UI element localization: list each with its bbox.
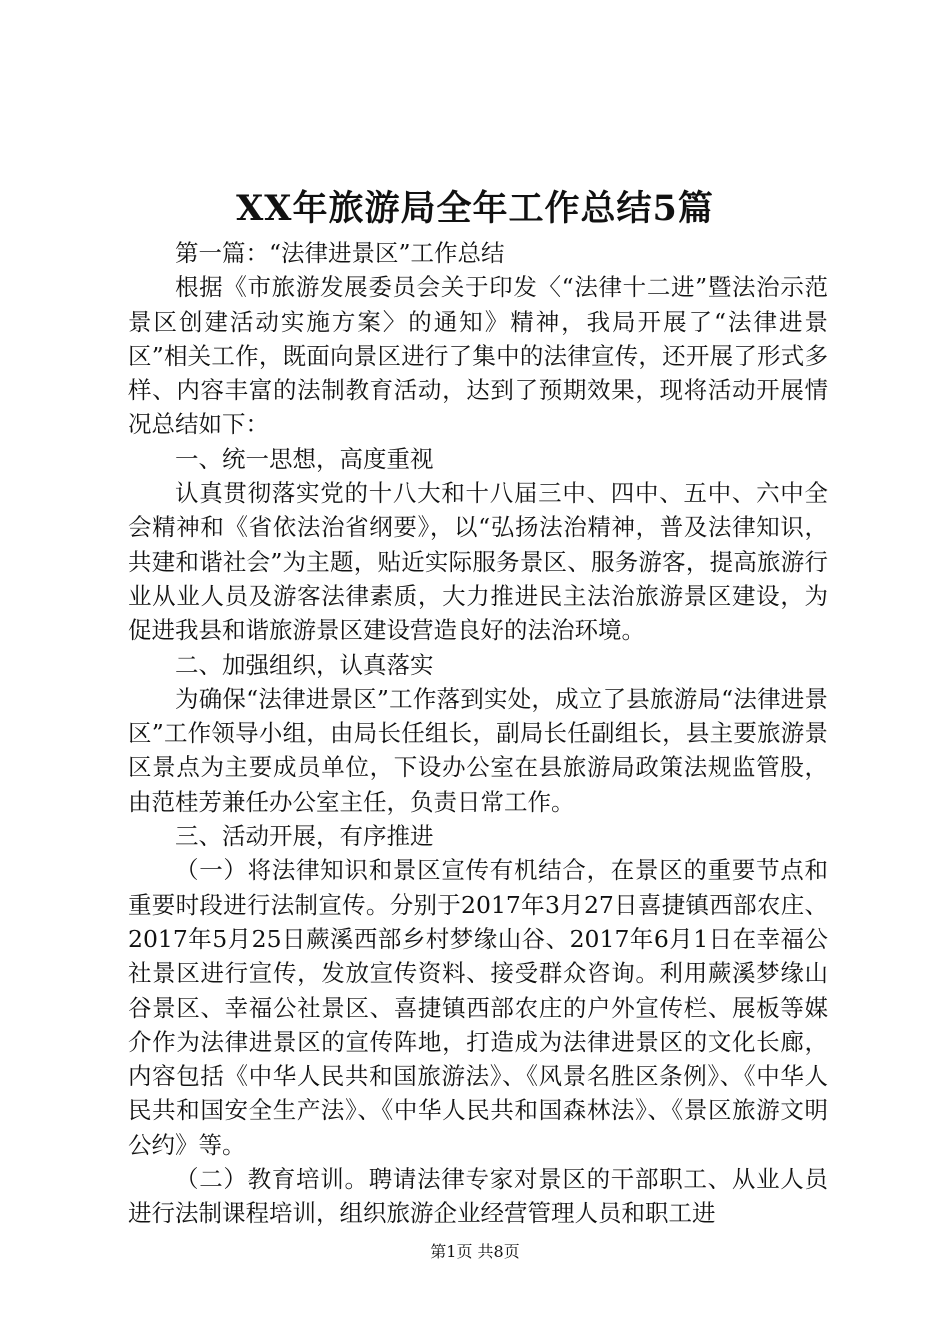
section-heading: 三、活动开展，有序推进 bbox=[175, 822, 434, 851]
section-heading: 一、统一思想，高度重视 bbox=[175, 444, 434, 473]
paragraph: （二）教育培训。聘请法律专家对景区的干部职工、从业人员进行法制课程培训，组织旅游企业经营管理人员和职工进 bbox=[128, 1165, 828, 1228]
paragraph: （一）将法律知识和景区宣传有机结合，在景区的重要节点和重要时段进行法制宣传。分别于2017年3月27日喜捷镇西部农庄、2017年5月25日蕨溪西部乡村梦缘山谷、2017年6月1日在幸福公社景区进行宣传，发放宣传资料、接受群众咨询。利用蕨溪梦缘山谷景区、幸福公社景区、喜捷镇西部农庄的户外宣传栏、展板等媒介作为法律进景区的宣传阵地，打造成为法律进景区的文化长廊，内容包括《中华人民共和国旅游法》、《风景名胜区条例》、《中华人民共和国安全生产法》、《中华人民共和国森林法》、《景区旅游文明公约》等。 bbox=[128, 856, 828, 1159]
section-heading: 二、加强组织，认真落实 bbox=[175, 650, 434, 679]
page-footer: 第1页 共8页 bbox=[430, 1242, 520, 1261]
document-body bbox=[128, 236, 828, 1231]
paragraph: 为确保“法律进景区”工作落到实处，成立了县旅游局“法律进景区”工作领导小组，由局长任组长，副局长任副组长，县主要旅游景区景点为主要成员单位，下设办公室在县旅游局政策法规监管股，由范桂芳兼任办公室主任，负责日常工作。 bbox=[128, 684, 828, 816]
paragraph: 认真贯彻落实党的十八大和十八届三中、四中、五中、六中全会精神和《省依法治省纲要》，以“弘扬法治精神，普及法律知识，共建和谐社会”为主题，贴近实际服务景区、服务游客，提高旅游行业从业人员及游客法律素质，大力推进民主法治旅游景区建设，为促进我县和谐旅游景区建设营造良好的法治环境。 bbox=[128, 479, 828, 645]
section-heading: 第一篇：“法律进景区”工作总结 bbox=[175, 239, 505, 267]
paragraph: 根据《市旅游发展委员会关于印发〈“法律十二进”暨法治示范景区创建活动实施方案〉的通知》精神，我局开展了“法律进景区”相关工作，既面向景区进行了集中的法律宣传，还开展了形式多样、内容丰富的法制教育活动，达到了预期效果，现将活动开展情况总结如下： bbox=[128, 273, 828, 439]
document-title: XX年旅游局全年工作总结5篇 bbox=[236, 188, 714, 229]
